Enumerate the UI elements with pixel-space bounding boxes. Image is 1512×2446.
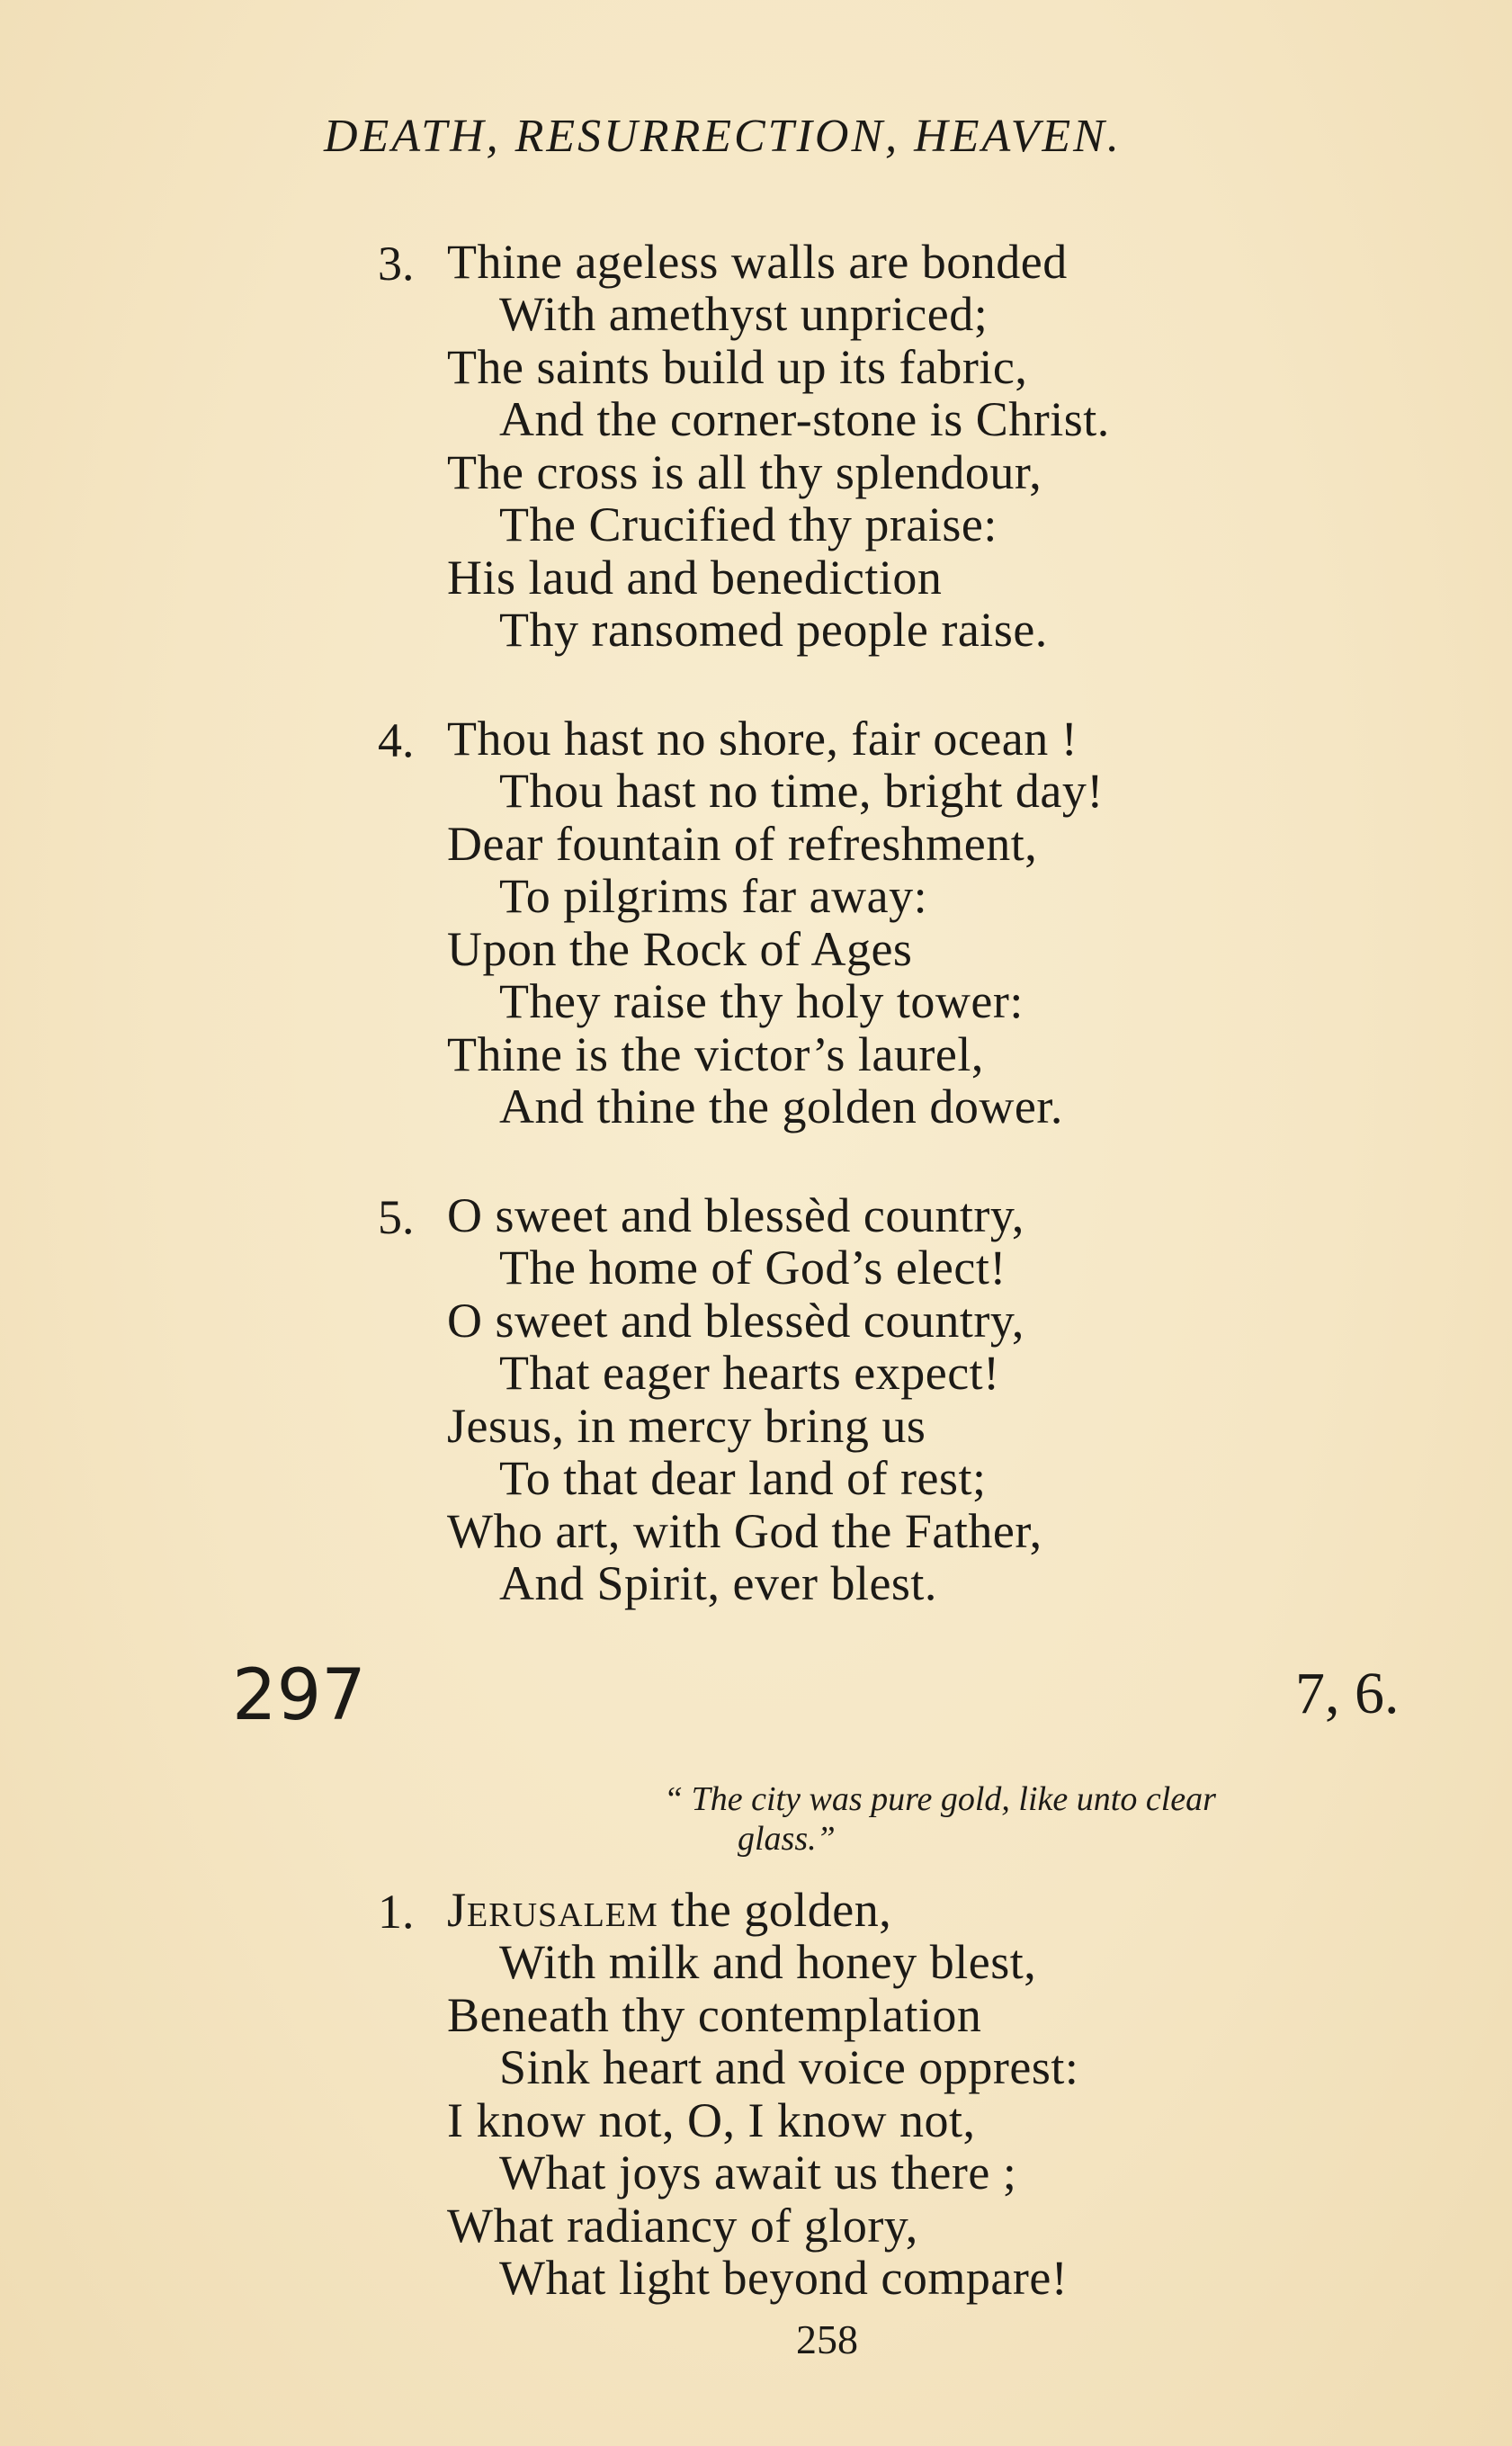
verse-line: Thine ageless walls are bonded <box>447 235 1068 289</box>
verse-line: His laud and benediction <box>447 551 943 605</box>
verse-line: With amethyst unpriced; <box>499 287 989 341</box>
verse-line: To that dear land of rest; <box>499 1451 987 1505</box>
stanza-number: 3. <box>378 237 415 291</box>
verse-line: With milk and honey blest, <box>499 1935 1037 1989</box>
verse-line: Jesus, in mercy bring us <box>447 1399 926 1453</box>
verse-line: O sweet and blessèd country, <box>447 1294 1024 1348</box>
verse-line: To pilgrims far away: <box>499 869 928 923</box>
verse-line: The cross is all thy splendour, <box>447 445 1042 499</box>
verse-line: Thine is the victor’s laurel, <box>447 1027 984 1081</box>
epigraph-line: “ The city was pure gold, like unto clear <box>664 1780 1216 1818</box>
epigraph <box>664 1779 1446 1859</box>
verse-line: And the corner-stone is Christ. <box>499 392 1110 446</box>
verse-line: Sink heart and voice opprest: <box>499 2040 1079 2094</box>
verse-line: Dear fountain of refreshment, <box>447 817 1038 871</box>
running-head: DEATH, RESURRECTION, HEAVEN. <box>324 111 1122 162</box>
hymn-number: 297 <box>232 1655 366 1736</box>
verse-line: That eager hearts expect! <box>499 1346 1000 1400</box>
verse-line: What radiancy of glory, <box>447 2199 918 2253</box>
hymn-meter: 7, 6. <box>1295 1661 1400 1726</box>
verse-line: The Crucified thy praise: <box>499 497 998 551</box>
verse-line: Upon the Rock of Ages <box>447 922 913 976</box>
stanza-number: 5. <box>378 1190 415 1244</box>
verse-line: They raise thy holy tower: <box>499 974 1024 1028</box>
verse-line: What joys await us there ; <box>499 2146 1017 2200</box>
lead-word: Jerusalem <box>447 1883 658 1937</box>
verse-line: I know not, O, I know not, <box>447 2093 976 2147</box>
stanza-number: 1. <box>378 1885 415 1939</box>
verse-line: And Spirit, ever blest. <box>499 1556 937 1610</box>
verse-line: The home of God’s elect! <box>499 1241 1007 1295</box>
verse-line: Who art, with God the Father, <box>447 1504 1042 1558</box>
verse-line <box>447 1884 891 1936</box>
verse-line: The saints build up its fabric, <box>447 340 1028 394</box>
verse-line: What light beyond compare! <box>499 2251 1069 2305</box>
verse-line-rest: the golden, <box>658 1883 892 1937</box>
verse-line: Thou hast no time, bright day! <box>499 764 1104 818</box>
verse-line: O sweet and blessèd country, <box>447 1188 1024 1242</box>
stanza-number: 4. <box>378 713 415 767</box>
verse-line: Beneath thy contemplation <box>447 1988 982 2042</box>
verse-line: Thou hast no shore, fair ocean ! <box>447 712 1078 766</box>
verse-line: And thine the golden dower. <box>499 1080 1063 1133</box>
page-number: 258 <box>796 2316 858 2362</box>
verse-line: Thy ransomed people raise. <box>499 603 1048 657</box>
epigraph-line: glass.” <box>738 1820 836 1858</box>
